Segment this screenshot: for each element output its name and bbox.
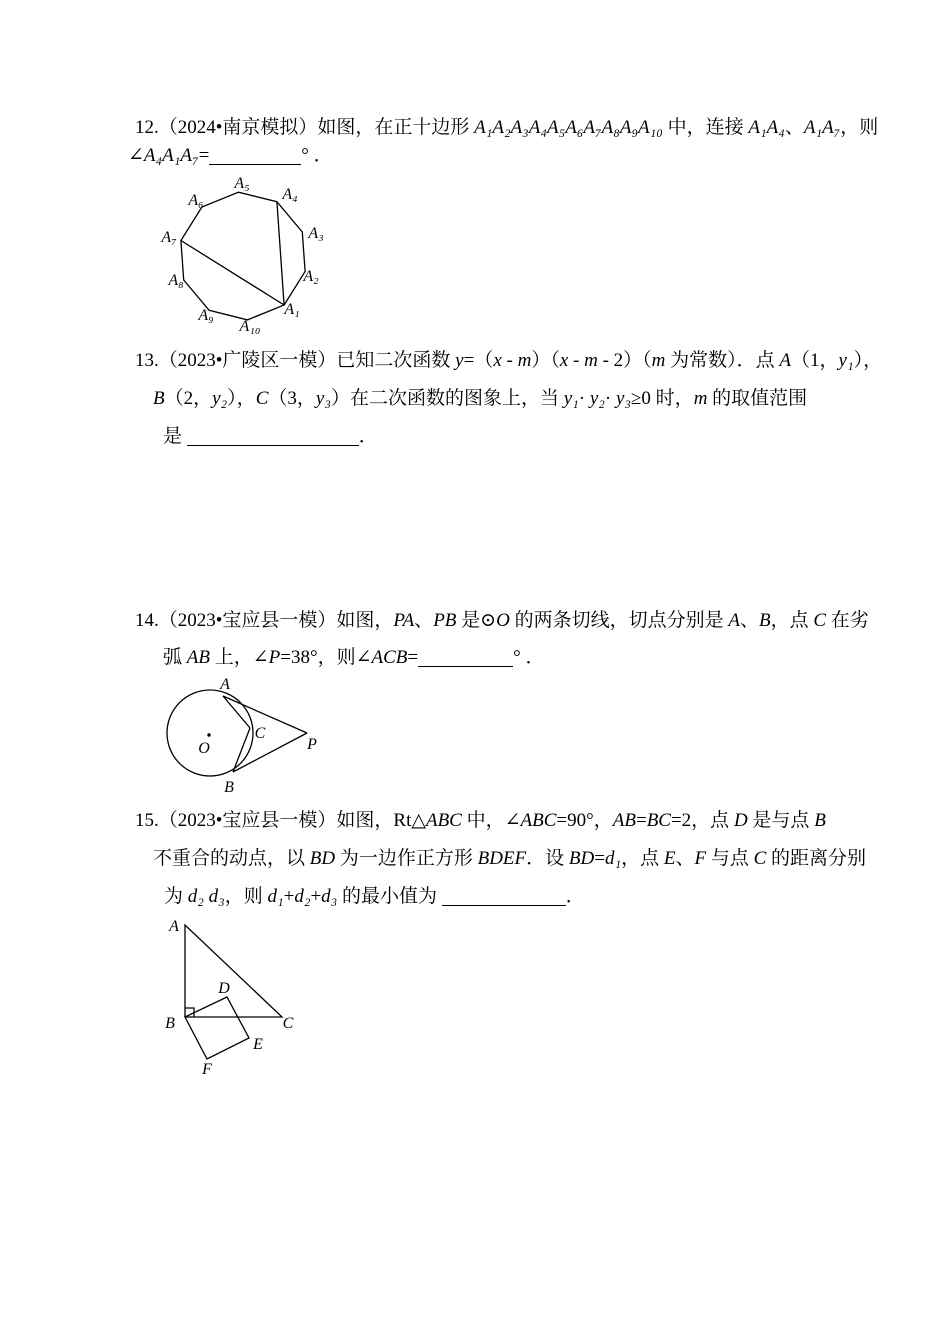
text-run: 的最小值为: [337, 886, 442, 907]
vertex-label-a7: A₇: [161, 229, 177, 246]
math-run: ABC: [425, 810, 462, 831]
vertex-label-a8: A₈: [168, 272, 184, 289]
text-run: 14.（2023•宝应县一模）如图，: [135, 610, 394, 631]
circle-tangent-figure: [150, 672, 345, 800]
problem-13-line-1: [135, 348, 882, 374]
math-run: AB: [612, 810, 636, 831]
text-run: ，则: [840, 117, 879, 138]
math-run: E: [663, 848, 676, 869]
text-run: 12.（2024•南京模拟）如图，在正十边形: [135, 117, 475, 138]
text-run: 在劣: [826, 610, 869, 631]
text-run: 、: [414, 610, 434, 631]
point-label-d: D: [218, 980, 230, 997]
math-run: y₁: [838, 350, 854, 371]
text-run: 弧: [163, 647, 187, 668]
vertex-label-a1: A₁: [284, 301, 300, 318]
vertex-label-a4: A₄: [282, 186, 298, 203]
problem-15-line-1: [135, 808, 826, 834]
math-run: BD: [309, 848, 336, 869]
text-run: =（: [463, 350, 494, 371]
math-run: A₁A₇: [803, 117, 841, 138]
answer-blank: [187, 431, 359, 446]
vertex-label-a3: A₃: [308, 225, 324, 242]
point-label-c: C: [254, 725, 266, 742]
text-run: 为常数）．点: [665, 350, 780, 371]
math-run: B: [758, 610, 771, 631]
math-run: PB: [433, 610, 457, 631]
math-run: A: [779, 350, 792, 371]
answer-blank: [418, 652, 513, 667]
math-run: x: [559, 350, 569, 371]
text-run: =2，点: [670, 810, 734, 831]
text-run: =90°，: [556, 810, 613, 831]
math-run: O: [496, 610, 510, 631]
text-run: 上，∠: [209, 647, 269, 668]
text-run: ），: [227, 388, 256, 409]
text-run: 为一边作正方形: [335, 848, 478, 869]
math-run: d₁: [267, 886, 284, 907]
math-run: BC: [646, 810, 671, 831]
math-run: x: [493, 350, 502, 371]
math-run: P: [268, 647, 281, 668]
text-run: 不重合的动点，以: [153, 848, 310, 869]
text-run: 的两条切线，切点分别是: [509, 610, 729, 631]
square-bdef: [185, 997, 249, 1059]
vertex-label-a10: A₁₀: [239, 318, 261, 335]
triangle-square-figure: [140, 912, 335, 1097]
math-run: BDEF: [477, 848, 527, 869]
text-run: ∠: [128, 145, 144, 166]
math-run: A₁A₄: [748, 117, 785, 138]
text-run: 的距离分别: [766, 848, 867, 869]
text-run: （2，: [164, 388, 213, 409]
math-run: C: [255, 388, 269, 409]
point-label-f: F: [202, 1061, 212, 1078]
math-run: y₃: [315, 388, 331, 409]
text-run: +: [310, 886, 322, 907]
text-run: 、: [739, 610, 759, 631]
text-run: ，点: [621, 848, 664, 869]
problem-14-line-1: [135, 608, 869, 634]
vertex-label-a6: A₆: [188, 192, 204, 209]
text-run: （1，: [791, 350, 839, 371]
text-run: ）（: [531, 350, 560, 371]
text-run: -: [568, 350, 585, 371]
vertex-label-a2: A₂: [303, 268, 319, 285]
text-run: ° ．: [513, 647, 545, 668]
vertex-label-a9: A₉: [198, 307, 214, 324]
center-dot: [207, 733, 210, 736]
problem-13-line-3: [163, 424, 378, 450]
math-run: BD: [568, 848, 595, 869]
math-run: m: [517, 350, 532, 371]
point-label-o: O: [198, 740, 210, 757]
math-run: A: [728, 610, 740, 631]
math-run: AB: [186, 647, 210, 668]
problem-12-line-2: [128, 143, 333, 169]
answer-blank: [209, 150, 301, 165]
text-run: ，点: [770, 610, 814, 631]
math-run: PA: [393, 610, 415, 631]
math-run: y: [455, 350, 464, 371]
math-run: C: [753, 848, 767, 869]
text-run: 、: [675, 848, 695, 869]
text-run: ，则: [224, 886, 268, 907]
triangle-abc: [185, 925, 282, 1017]
point-label-b: B: [165, 1015, 175, 1032]
math-run: y₂: [212, 388, 228, 409]
math-run: m: [693, 388, 708, 409]
point-label-p: P: [307, 736, 317, 753]
text-run: 中，连接: [662, 117, 749, 138]
point-label-a: A: [169, 918, 179, 935]
text-run: （3，: [268, 388, 316, 409]
problem-13-line-2: [153, 386, 807, 412]
text-run: =: [407, 647, 419, 668]
text-run: =38°，则∠: [280, 647, 372, 668]
point-label-a: A: [220, 676, 230, 693]
text-run: +: [283, 886, 295, 907]
tangent-pb: [233, 733, 307, 772]
math-run: A₄A₁A₇: [143, 145, 199, 166]
math-run: d₁: [604, 848, 622, 869]
text-run: ）在二次函数的图象上，当: [330, 388, 564, 409]
math-run: F: [694, 848, 707, 869]
chord-cb: [233, 728, 250, 772]
text-run: -: [501, 350, 518, 371]
math-run: B: [814, 810, 826, 831]
math-run: ABC: [520, 810, 557, 831]
math-run: y₂: [589, 388, 605, 409]
text-run: 的取值范围: [707, 388, 808, 409]
point-label-e: E: [253, 1036, 263, 1053]
text-run: =: [198, 145, 210, 166]
math-run: d₂: [294, 886, 311, 907]
problem-15-line-2: [153, 846, 866, 872]
math-run: d₂ d₃: [187, 886, 225, 907]
text-run: 为: [164, 886, 188, 907]
text-run: ·: [578, 388, 590, 409]
text-run: - 2）（: [597, 350, 652, 371]
text-run: ），: [853, 350, 883, 371]
math-run: y₃: [615, 388, 631, 409]
text-run: ° ．: [301, 145, 333, 166]
text-run: ·: [604, 388, 616, 409]
math-run: ACB: [371, 647, 408, 668]
math-run: m: [584, 350, 598, 371]
math-run: C: [813, 610, 827, 631]
text-run: 是: [163, 426, 187, 447]
text-run: 是⊙: [456, 610, 497, 631]
problem-12-line-1: [135, 115, 878, 141]
text-run: 中，∠: [461, 810, 521, 831]
math-run: A₁A₂A₃A₄A₅A₆A₇A₈A₉A₁₀: [474, 117, 663, 138]
text-run: 15.（2023•宝应县一模）如图，Rt△: [135, 810, 426, 831]
math-run: D: [733, 810, 748, 831]
problem-15-line-3: [164, 884, 585, 910]
text-run: =: [635, 810, 647, 831]
text-run: =: [594, 848, 605, 869]
text-run: ．: [358, 426, 378, 447]
text-run: ≥0 时，: [631, 388, 694, 409]
decagon-figure: [140, 172, 360, 338]
answer-blank: [442, 891, 566, 906]
diagonal-a1-a4: [277, 202, 284, 305]
vertex-label-a5: A₅: [234, 175, 250, 192]
problem-14-line-2: [163, 645, 544, 671]
text-run: 、: [784, 117, 804, 138]
point-label-b: B: [224, 779, 234, 796]
point-label-c: C: [282, 1015, 294, 1032]
math-run: d₃: [321, 886, 338, 907]
text-run: 13.（2023•广陵区一模）已知二次函数: [135, 350, 456, 371]
math-run: m: [651, 350, 666, 371]
chord-ac: [223, 696, 250, 728]
text-run: ．设: [526, 848, 569, 869]
math-run: y₁: [563, 388, 579, 409]
text-run: 是与点: [747, 810, 815, 831]
text-run: 与点: [706, 848, 754, 869]
text-run: ．: [565, 886, 585, 907]
math-run: B: [153, 388, 165, 409]
